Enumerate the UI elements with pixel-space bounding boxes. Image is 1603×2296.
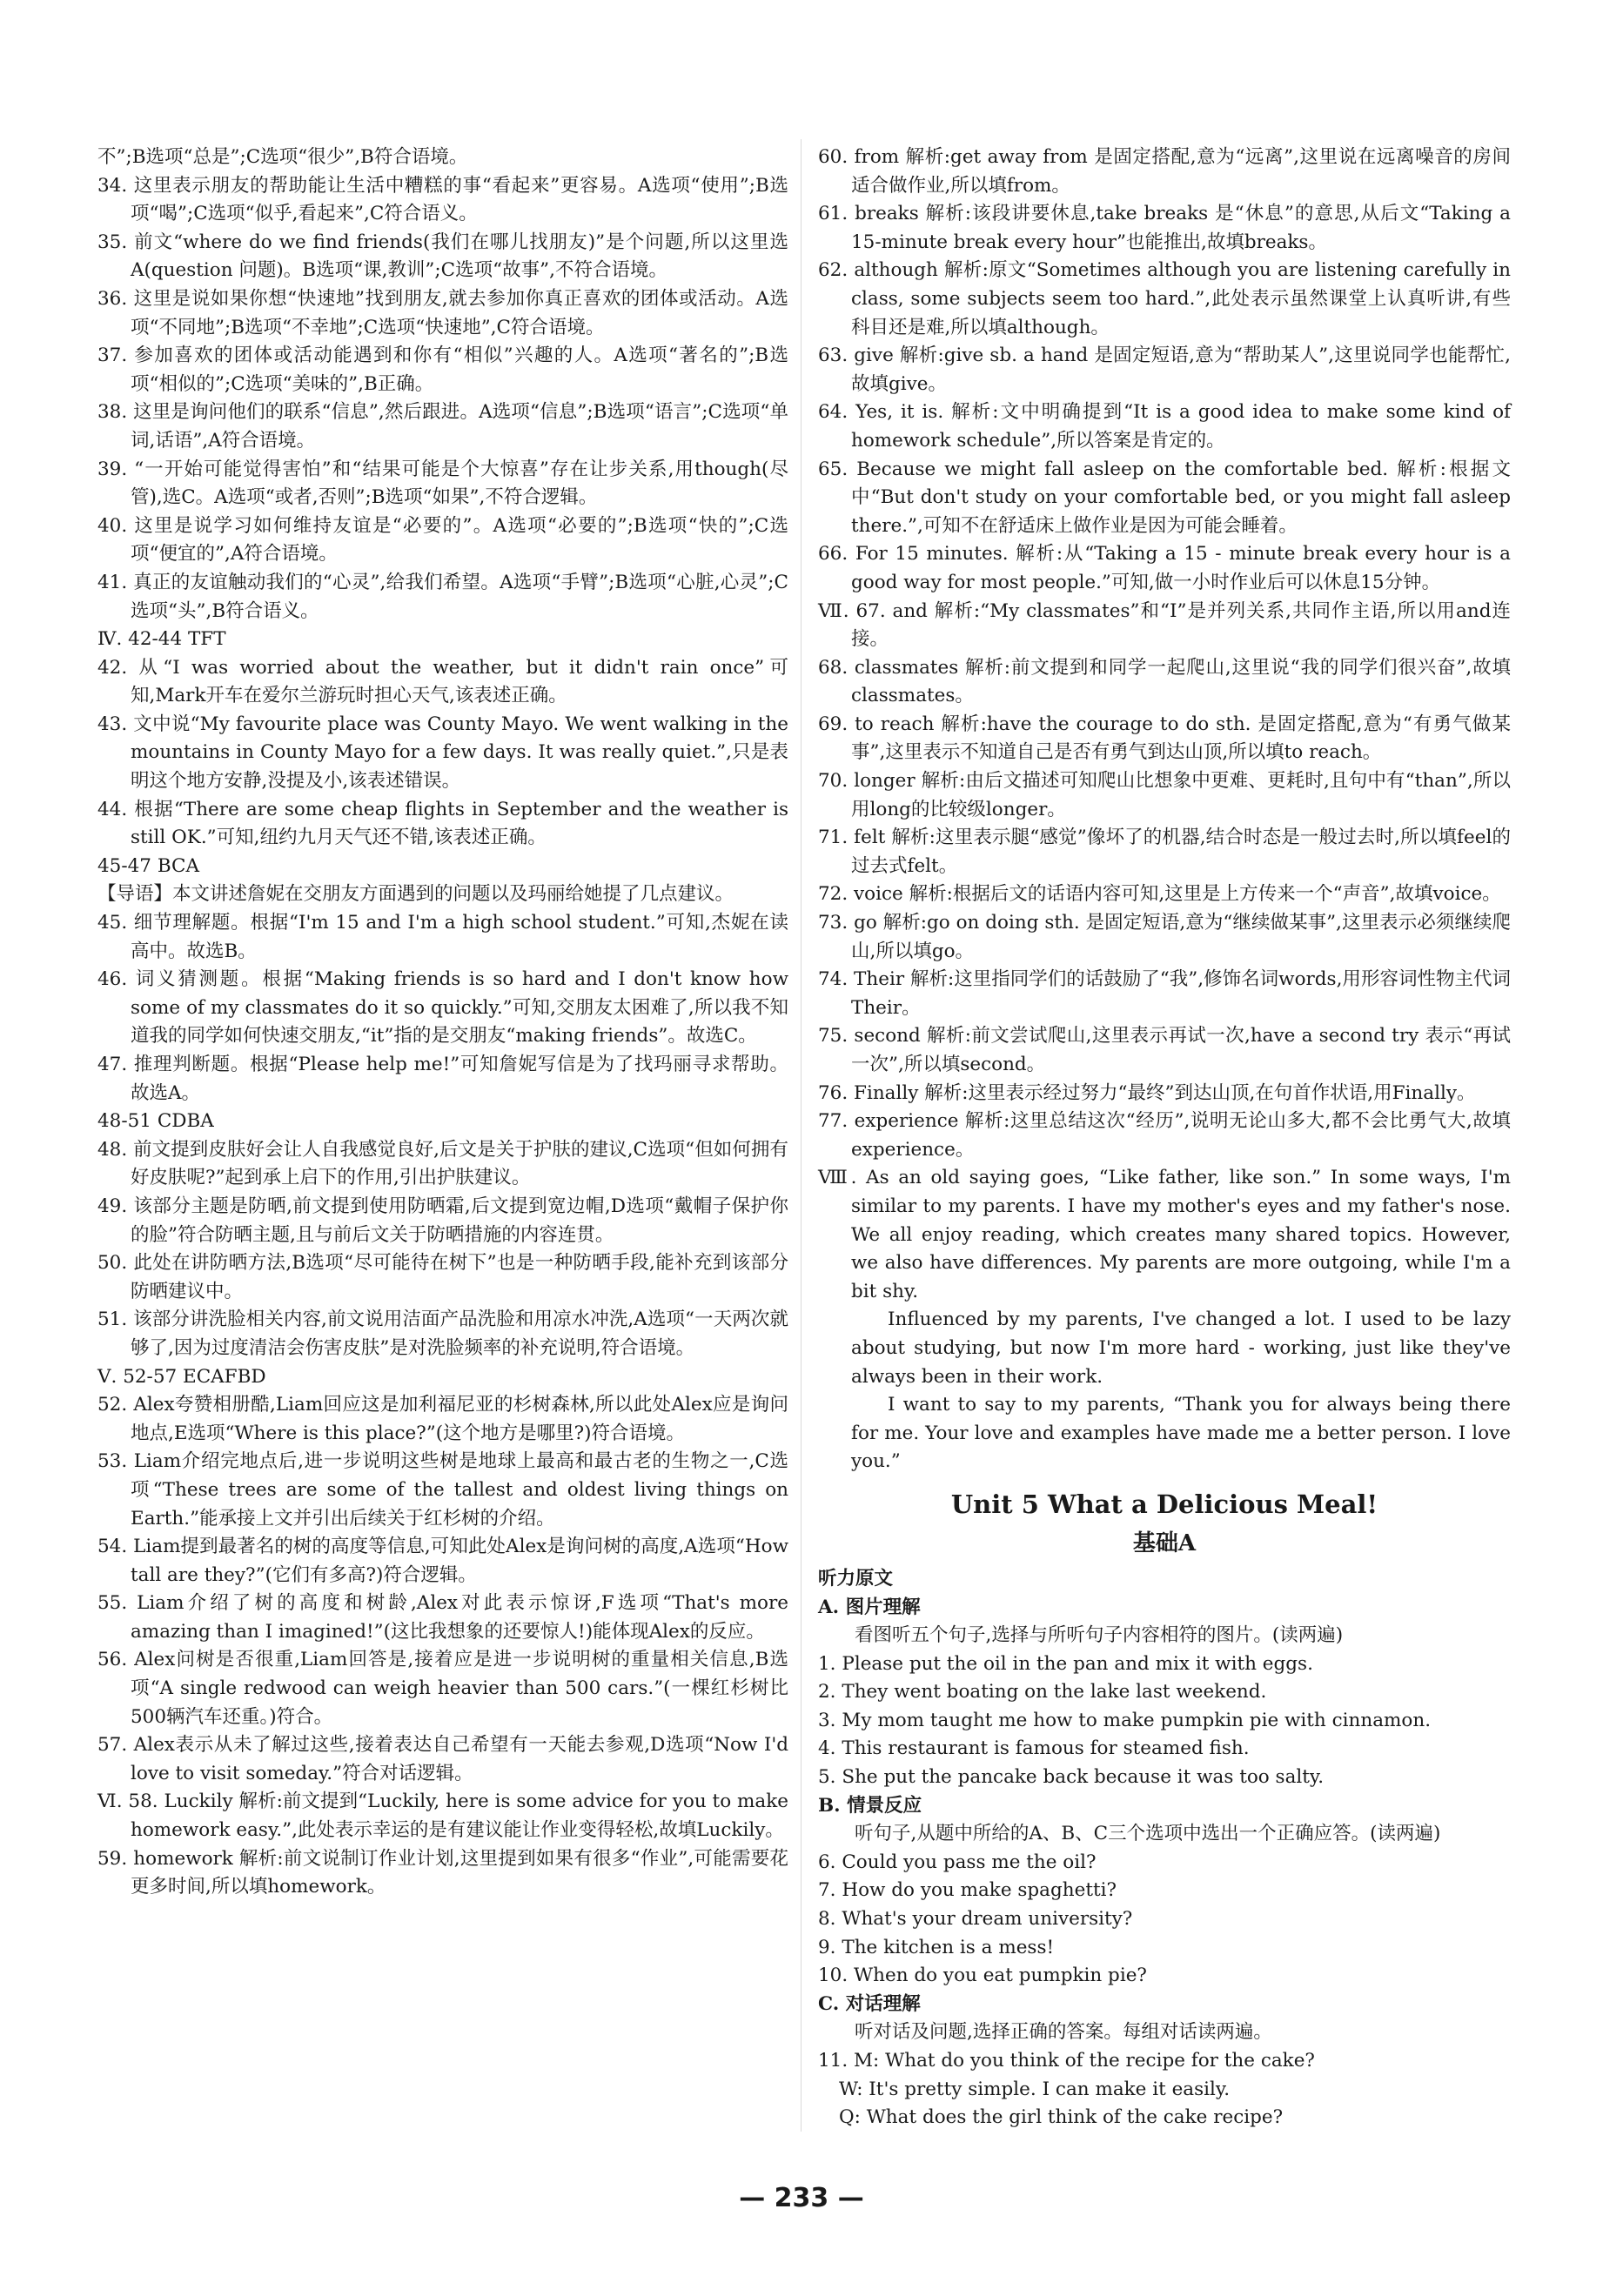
text-line: 66. For 15 minutes. 解析:从“Taking a 15 - minute break every hour is a good way for most people.”可知,做一小时作业后可以休息15分钟。	[818, 543, 1511, 593]
text-line: Ⅷ. As an old saying goes, “Like father, like son.” In some ways, I'm similar to my parents. I have my mother's eyes and my father's nose. We all enjoy reading, which creates many shared topics. However, we also have differences. My parents are more outgoing, while I'm a bit shy.	[818, 1167, 1511, 1302]
text-line: 73. go 解析:go on doing sth. 是固定短语,意为“继续做某事”,这里表示必须继续爬山,所以填go。	[818, 912, 1511, 962]
text-line: 64. Yes, it is. 解析:文中明确提到“It is a good idea to make some kind of homework schedule”,所以答案是肯定的。	[818, 401, 1511, 452]
text-line: 65. Because we might fall asleep on the comfortable bed. 解析:根据文中“But don't study on your comfortable bed, or you might fall asleep there.”,可知不在舒适床上做作业是因为可能会睡着。	[818, 458, 1511, 537]
text-line: 36. 这里是说如果你想“快速地”找到朋友,就去参加你真正喜欢的团体或活动。A选项“不同地”;B选项“不幸地”;C选项“快速地”,C符合语境。	[97, 287, 788, 338]
text-line: 看图听五个句子,选择与所听句子内容相符的图片。(读两遍)	[855, 1624, 1344, 1647]
text-line: 51. 该部分讲洗脸相关内容,前文说用洁面产品洗脸和用凉水冲洗,A选项“一天两次就够了,因为过度清洁会伤害皮肤”是对洗脸频率的补充说明,符合语境。	[97, 1309, 788, 1359]
text-line: 56. Alex问树是否很重,Liam回答是,接着应是进一步说明树的重量相关信息,B选项“A single redwood can weigh heavier than 500 cars.”(一棵红杉树比500辆汽车还重。)符合。	[97, 1649, 788, 1728]
text-line: 55. Liam介绍了树的高度和树龄,Alex对此表示惊讶,F选项“That's more amazing than I imagined!”(这比我想象的还要惊人!)能体现Alex的反应。	[97, 1592, 788, 1643]
text-line: 76. Finally 解析:这里表示经过努力“最终”到达山顶,在句首作状语,用Finally。	[818, 1081, 1476, 1104]
text-line: 62. although 解析:原文“Sometimes although you are listening carefully in class, some subjects seem too hard.”,此处表示虽然课堂上认真听讲,有些科目还是难,所以填although。	[818, 259, 1511, 338]
text-line: 44. 根据“There are some cheap flights in September and the weather is still OK.”可知,纽约九月天气还不错,该表述正确。	[97, 798, 788, 849]
text-line: 42. 从“I was worried about the weather, but it didn't rain once”可知,Mark开车在爱尔兰游玩时担心天气,该表述正确。	[97, 656, 788, 707]
text-line: 52. Alex夸赞相册酷,Liam回应这是加利福尼亚的杉树森林,所以此处Alex应是询问地点,E选项“Where is this place?”(这个地方是哪里?)符合语境。	[97, 1394, 788, 1444]
unit-title: Unit 5 What a Delicious Meal!	[950, 1489, 1378, 1519]
text-line: 57. Alex表示从未了解过这些,接着表达自己希望有一天能去参观,D选项“Now I'd love to visit someday.”符合对话逻辑。	[97, 1734, 788, 1784]
text-line: 不”;B选项“总是”;C选项“很少”,B符合语境。	[97, 146, 468, 168]
text-line: 45. 细节理解题。根据“I'm 15 and I'm a high school student.”可知,杰妮在读高中。故选B。	[97, 912, 788, 962]
text-line: B. 情景反应	[818, 1794, 922, 1817]
text-line: 46. 词义猜测题。根据“Making friends is so hard and I don't know how some of my classmates do it so quickly.”可知,交朋友太困难了,所以我不知道我的同学如何快速交朋友,“it”指的是交朋友“making friends”。故选C。	[97, 968, 788, 1048]
answer-list	[818, 144, 1511, 1476]
text-line: 8. What's your dream university?	[818, 1908, 1133, 1931]
text-line: 5. She put the pancake back because it was too salty.	[818, 1766, 1325, 1789]
section-subtitle: 基础A	[1132, 1530, 1197, 1556]
text-line: A. 图片理解	[818, 1596, 921, 1618]
text-line: 45-47 BCA	[97, 854, 199, 877]
text-line: Ⅶ. 67. and 解析:“My classmates”和“I”是并列关系,共同作主语,所以用and连接。	[818, 599, 1511, 651]
text-line: 35. 前文“where do we find friends(我们在哪儿找朋友)”是个问题,所以这里选A(question 问题)。B选项“课,教训”;C选项“故事”,不符合语境。	[97, 231, 788, 282]
text-line: 59. homework 解析:前文说制订作业计划,这里提到如果有很多“作业”,可能需要花更多时间,所以填homework。	[97, 1847, 788, 1898]
text-line: 48. 前文提到皮肤好会让人自我感觉良好,后文是关于护肤的建议,C选项“但如何拥有好皮肤呢?”起到承上启下的作用,引出护肤建议。	[97, 1138, 788, 1189]
text-line: 7. How do you make spaghetti?	[818, 1879, 1117, 1902]
text-line: 听对话及问题,选择正确的答案。每组对话读两遍。	[855, 2021, 1272, 2044]
left-column	[97, 144, 788, 1902]
text-line: 6. Could you pass me the oil?	[818, 1851, 1097, 1873]
text-line: Q: What does the girl think of the cake recipe?	[839, 2106, 1284, 2129]
text-line: 39. “一开始可能觉得害怕”和“结果可能是个大惊喜”存在让步关系,用though(尽管),选C。A选项“或者,否则”;B选项“如果”,不符合逻辑。	[97, 458, 788, 509]
text-line: 41. 真正的友谊触动我们的“心灵”,给我们希望。A选项“手臂”;B选项“心脏,心灵”;C选项“头”,B符合语义。	[97, 571, 788, 622]
text-line: 听力原文	[818, 1567, 894, 1590]
text-line: 1. Please put the oil in the pan and mix it with eggs.	[818, 1652, 1313, 1675]
text-line: 47. 推理判断题。根据“Please help me!”可知詹妮写信是为了找玛丽寻求帮助。故选A。	[97, 1054, 788, 1104]
text-line: 4. This restaurant is famous for steamed fish.	[818, 1737, 1250, 1760]
text-line: 48-51 CDBA	[97, 1110, 214, 1133]
text-line: 74. Their 解析:这里指同学们的话鼓励了“我”,修饰名词words,用形容词性物主代词Their。	[818, 968, 1511, 1019]
text-line: 63. give 解析:give sb. a hand 是固定短语,意为“帮助某人”,这里说同学也能帮忙,故填give。	[818, 345, 1511, 395]
text-line: C. 对话理解	[818, 1992, 921, 2015]
text-line: 3. My mom taught me how to make pumpkin pie with cinnamon.	[818, 1709, 1432, 1731]
text-line: W: It's pretty simple. I can make it easily.	[839, 2078, 1231, 2100]
text-line: 54. Liam提到最著名的树的高度等信息,可知此处Alex是询问树的高度,A选项“How tall are they?”(它们有多高?)符合逻辑。	[97, 1536, 788, 1586]
text-line: 75. second 解析:前文尝试爬山,这里表示再试一次,have a second try 表示“再试一次”,所以填second。	[818, 1025, 1511, 1075]
text-line: Ⅵ. 58. Luckily 解析:前文提到“Luckily, here is some advice for you to make homework easy.”,此处表示幸运的是有建议能让作业变得轻松,故填Luckily。	[97, 1791, 788, 1842]
text-line: 40. 这里是说学习如何维持友谊是“必要的”。A选项“必要的”;B选项“快的”;C选项“便宜的”,A符合语境。	[97, 514, 788, 566]
text-line: 53. Liam介绍完地点后,进一步说明这些树是地球上最高和最古老的生物之一,C选项“These trees are some of the tallest and oldest living things on Earth.”能承接上文并引出后续关于红杉树的介绍。	[97, 1450, 788, 1530]
text-line: 34. 这里表示朋友的帮助能让生活中糟糕的事“看起来”更容易。A选项“使用”;B选项“喝”;C选项“似乎,看起来”,C符合语义。	[97, 174, 788, 225]
text-line: 77. experience 解析:这里总结这次“经历”,说明无论山多大,都不会比勇气大,故填experience。	[818, 1110, 1511, 1161]
text-line: 9. The kitchen is a mess!	[818, 1936, 1055, 1958]
column-divider	[801, 139, 802, 2132]
text-line: 38. 这里是询问他们的联系“信息”,然后跟进。A选项“信息”;B选项“语言”;C选项“单词,话语”,A符合语境。	[97, 401, 788, 452]
text-line: 72. voice 解析:根据后文的话语内容可知,这里是上方传来一个“声音”,故填voice。	[818, 883, 1501, 906]
right-column	[818, 144, 1511, 2132]
text-line: Ⅴ. 52-57 ECAFBD	[97, 1365, 266, 1388]
text-line: Influenced by my parents, I've changed a lot. I used to be lazy about studying, but now I'm more hard - working, just like they've always been in their work.	[851, 1309, 1511, 1388]
text-line: Ⅳ. 42-44 TFT	[97, 628, 226, 651]
listening-transcript	[818, 1565, 1511, 2132]
text-line: 11. M: What do you think of the recipe for the cake?	[818, 2050, 1315, 2072]
text-line: 49. 该部分主题是防晒,前文提到使用防晒霜,后文提到宽边帽,D选项“戴帽子保护你的脸”符合防晒主题,且与前后文关于防晒措施的内容连贯。	[97, 1195, 788, 1246]
text-line: 69. to reach 解析:have the courage to do sth. 是固定搭配,意为“有勇气做某事”,这里表示不知道自己是否有勇气到达山顶,所以填to reach。	[818, 713, 1511, 764]
text-line: 60. from 解析:get away from 是固定搭配,意为“远离”,这里说在远离噪音的房间适合做作业,所以填from。	[818, 146, 1511, 197]
text-line: 70. longer 解析:由后文描述可知爬山比想象中更难、更耗时,且句中有“than”,所以用long的比较级longer。	[818, 770, 1511, 820]
page-number: — 233 —	[739, 2183, 864, 2213]
text-line: 10. When do you eat pumpkin pie?	[818, 1965, 1147, 1987]
text-line: 71. felt 解析:这里表示腿“感觉”像坏了的机器,结合时态是一般过去时,所以填feel的过去式felt。	[818, 827, 1511, 877]
text-line: 50. 此处在讲防晒方法,B选项“尽可能待在树下”也是一种防晒手段,能补充到该部分防晒建议中。	[97, 1252, 788, 1302]
text-line: 听句子,从题中所给的A、B、C三个选项中选出一个正确应答。(读两遍)	[855, 1823, 1441, 1845]
text-line: I want to say to my parents, “Thank you for always being there for me. Your love and examples have made me a better person. I love you.”	[851, 1394, 1511, 1473]
text-line: 【导语】本文讲述詹妮在交朋友方面遇到的问题以及玛丽给她提了几点建议。	[97, 883, 734, 906]
text-line: 61. breaks 解析:该段讲要休息,take breaks 是“休息”的意思,从后文“Taking a 15-minute break every hour”也能推出,故填breaks。	[818, 203, 1511, 253]
text-line: 68. classmates 解析:前文提到和同学一起爬山,这里说“我的同学们很兴奋”,故填classmates。	[818, 656, 1511, 707]
text-line: 43. 文中说“My favourite place was County Mayo. We went walking in the mountains in County Mayo for a few days. It was really quiet.”,只是表明这个地方安静,没提及小,该表述错误。	[97, 713, 788, 793]
text-line: 2. They went boating on the lake last weekend.	[818, 1681, 1267, 1704]
text-line: 37. 参加喜欢的团体或活动能遇到和你有“相似”兴趣的人。A选项“著名的”;B选项“相似的”;C选项“美味的”,B正确。	[97, 345, 788, 395]
